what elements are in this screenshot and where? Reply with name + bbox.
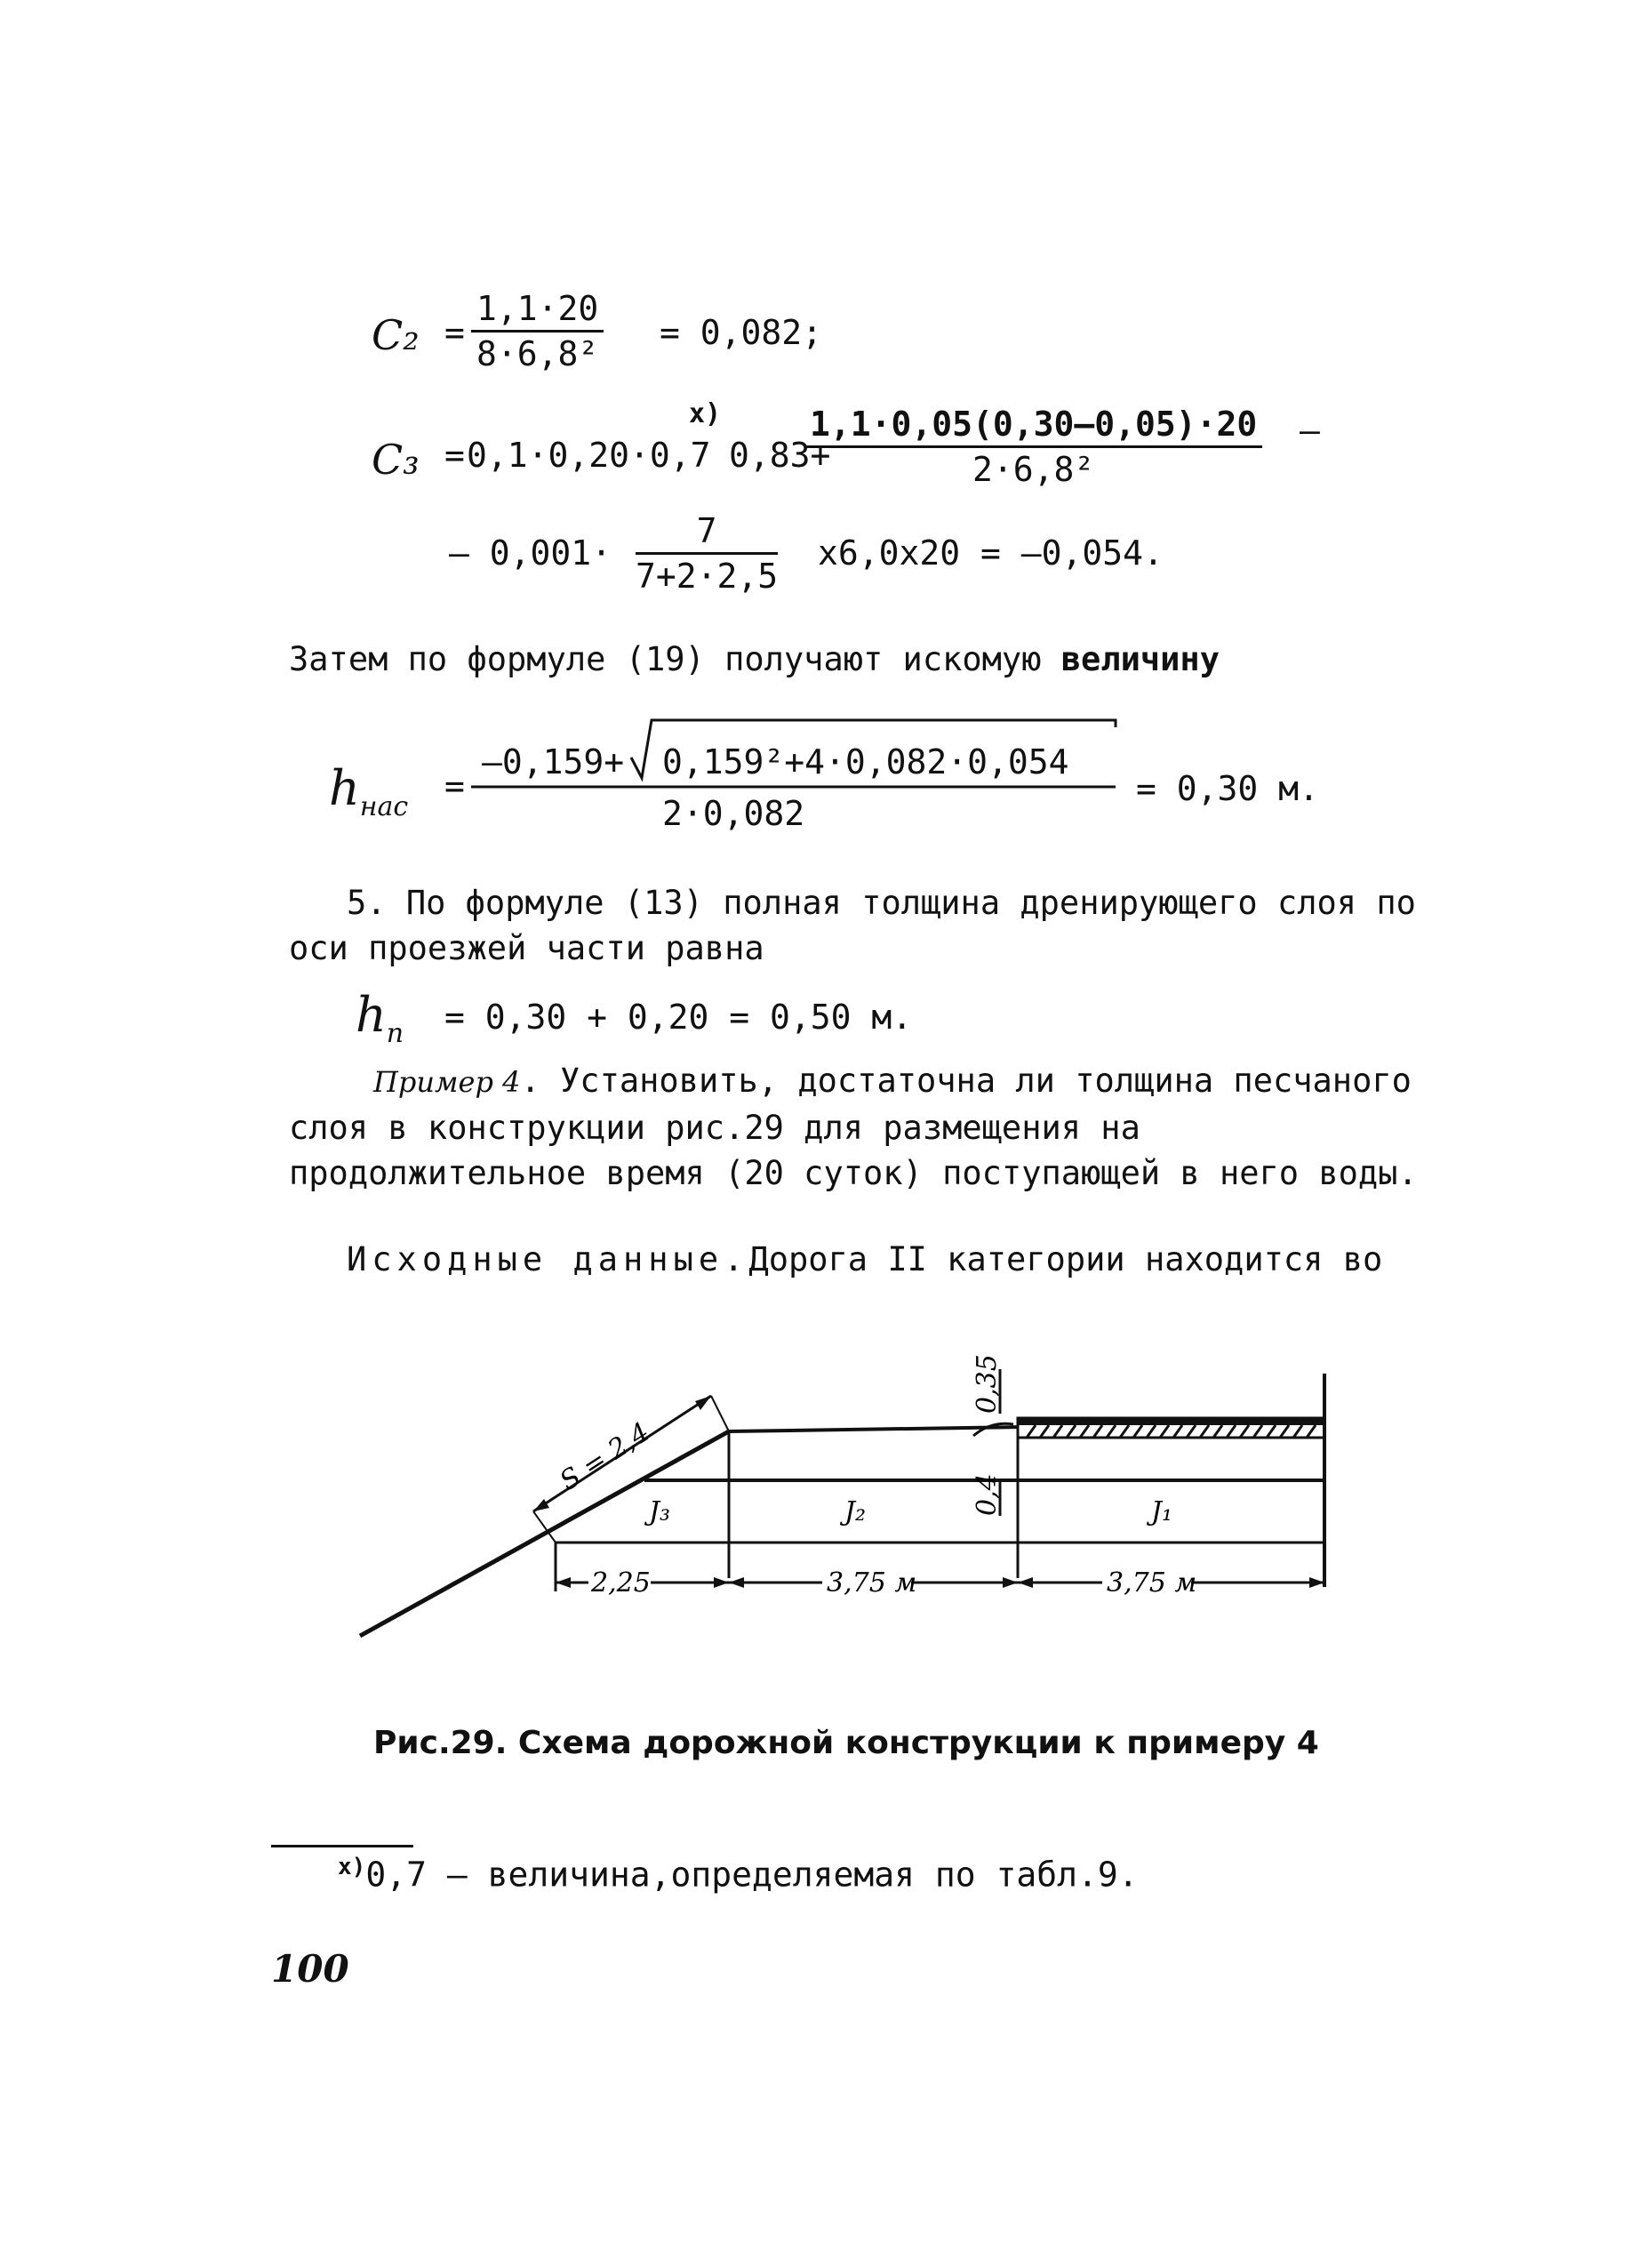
c2-fraction bbox=[471, 289, 604, 373]
initial-data-line bbox=[347, 1240, 1382, 1278]
slope-dim-arrow-2 bbox=[695, 1396, 711, 1410]
hnas-sub: нас bbox=[359, 790, 409, 822]
road-structure-figure bbox=[338, 1342, 1351, 1698]
c2-result: = 0,082; bbox=[660, 313, 823, 352]
footnote bbox=[338, 1854, 1139, 1895]
hnas-eq: = bbox=[444, 766, 465, 805]
c3-cont-prefix: – 0,001· bbox=[449, 533, 612, 573]
c3-cont-numerator: 7 bbox=[636, 511, 778, 555]
hnas-num-left: –0,159+ bbox=[482, 742, 625, 781]
dim-arrow-4 bbox=[1003, 1577, 1018, 1588]
dim-arrow-3 bbox=[729, 1577, 744, 1588]
footnote-mark: x) bbox=[338, 1854, 366, 1880]
label-j3: J₃ bbox=[649, 1496, 671, 1527]
dim-arrow-2 bbox=[714, 1577, 729, 1588]
c2-eq: = bbox=[444, 313, 465, 352]
label-slope-length: S = 2,4 bbox=[554, 1416, 656, 1498]
marker-035-arrow bbox=[973, 1423, 1013, 1436]
c3-tail: 0,83+ bbox=[729, 436, 831, 475]
slope-dim-arrow-1 bbox=[533, 1499, 549, 1511]
c3-eq: = bbox=[444, 436, 465, 475]
slope-ext-2 bbox=[711, 1396, 729, 1431]
c2-denominator: 8·6,8² bbox=[476, 334, 599, 373]
page-number: 100 bbox=[271, 1947, 349, 1991]
zatem-text: Затем по формуле (19) получают искомую bbox=[289, 640, 1042, 678]
c3-cont-fraction bbox=[636, 511, 778, 596]
label-j1: J₁ bbox=[1151, 1496, 1173, 1527]
zatem-bold: величину bbox=[1060, 640, 1220, 678]
c3-numerator: 1,1·0,05(0,30–0,05)·20 bbox=[804, 405, 1262, 448]
initial-text: Дорога II категории находится во bbox=[748, 1240, 1383, 1278]
paragraph-5: 5. По формуле (13) полная толщина дренирующего слоя по оси проезжей части равна bbox=[289, 884, 1416, 967]
label-dim-3: 3,75 м bbox=[1107, 1567, 1197, 1599]
c3-footnote-mark: x) bbox=[689, 398, 722, 429]
label-04: 0,4 bbox=[972, 1473, 1003, 1516]
c3-fraction bbox=[804, 405, 1262, 489]
slope-line bbox=[360, 1431, 729, 1636]
dim-arrow-6 bbox=[1309, 1577, 1324, 1588]
example-label: Пример 4 bbox=[373, 1065, 521, 1099]
label-dim-2: 3,75 м bbox=[827, 1567, 917, 1599]
c2-lhs: C₂ bbox=[372, 311, 420, 359]
c3-denominator: 2·6,8² bbox=[972, 450, 1095, 489]
c2-numerator: 1,1·20 bbox=[471, 289, 604, 333]
hnas-num-root: 0,159²+4·0,082·0,054 bbox=[662, 742, 1069, 781]
c3-line-end: – bbox=[1300, 411, 1320, 450]
dim-arrow-5 bbox=[1018, 1577, 1033, 1588]
initial-label: Исходные данные. bbox=[347, 1240, 749, 1278]
figure-caption: Рис.29. Схема дорожной конструкции к примеру 4 bbox=[373, 1725, 1319, 1761]
hn-sub: п bbox=[386, 1017, 404, 1049]
zatem-line bbox=[289, 640, 1220, 678]
hnas-denominator: 2·0,082 bbox=[662, 794, 805, 833]
label-035: 0,35 bbox=[972, 1354, 1003, 1414]
hnas-lhs bbox=[329, 760, 408, 822]
dim-arrow-1 bbox=[556, 1577, 571, 1588]
footnote-rule bbox=[271, 1845, 413, 1847]
c3-cont-denominator: 7+2·2,5 bbox=[636, 557, 779, 596]
c3-cont-suffix: x6,0x20 = –0,054. bbox=[818, 533, 1164, 573]
c3-lhs: C₃ bbox=[372, 436, 420, 484]
pavement-top-band bbox=[1018, 1418, 1324, 1425]
example-text: . Установить, достаточна ли толщина песчаного слоя в конструкции рис.29 для размещения на продолжительное время (20 суток) поступающей в него воды. bbox=[289, 1062, 1418, 1192]
label-j2: J₂ bbox=[844, 1496, 867, 1527]
hn-h: h bbox=[356, 987, 387, 1043]
hnas-result: = 0,30 м. bbox=[1136, 769, 1319, 808]
hn-rhs: = 0,30 + 0,20 = 0,50 м. bbox=[444, 998, 913, 1037]
hn-lhs bbox=[356, 987, 404, 1049]
c3-head: 0,1·0,20·0,7 bbox=[467, 436, 711, 475]
hnas-h: h bbox=[329, 760, 360, 816]
example-4-paragraph bbox=[289, 1058, 1453, 1196]
label-dim-1: 2,25 bbox=[591, 1567, 651, 1599]
footnote-text: 0,7 – величина,определяемая по табл.9. bbox=[365, 1855, 1139, 1895]
